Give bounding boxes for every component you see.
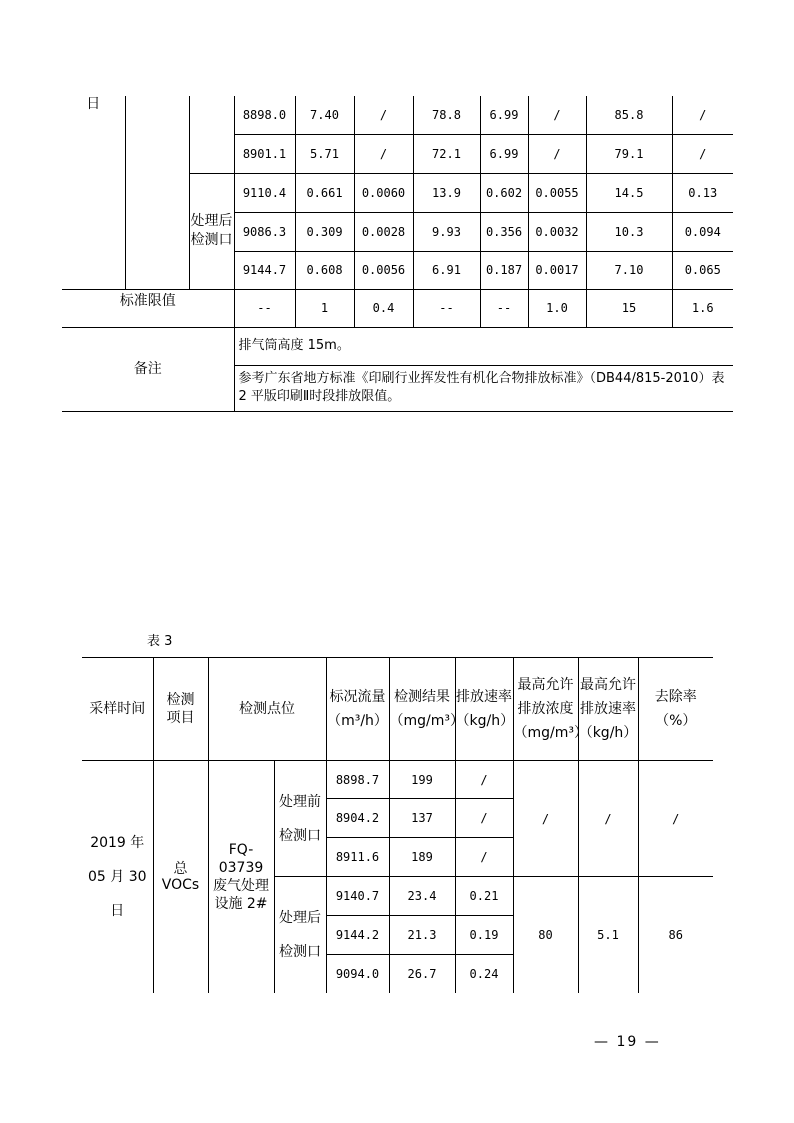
table-cell: / [354,96,413,134]
remark-standard-reference: 参考广东省地方标准《印刷行业挥发性有机化合物排放标准》（DB44/815-2010）表 2 平版印刷Ⅱ时段排放限值。 [234,365,733,411]
table-cell: 79.1 [586,134,672,173]
table-cell: 9140.7 [326,877,389,916]
after-max-rate: 5.1 [578,877,638,993]
table-cell: 1.0 [528,289,586,327]
table-cell: 13.9 [413,173,480,212]
table-cell: 1.6 [672,289,733,327]
table-cell: 0.065 [672,251,733,289]
table-cell: 10.3 [586,212,672,251]
table-cell: 5.71 [295,134,354,173]
table-cell: 72.1 [413,134,480,173]
after-max-conc: 80 [513,877,578,993]
table-cell: 0.24 [455,955,513,993]
table-cell: 0.094 [672,212,733,251]
date-cell: 日 [62,96,125,289]
table-cell: 0.602 [480,173,528,212]
header-removal: 去除率 （%） [638,658,713,761]
table-cell: -- [480,289,528,327]
table-cell: 0.309 [295,212,354,251]
remarks-label: 备注 [62,327,234,411]
after-point-label: 处理后 检测口 [189,173,234,289]
table-cell: 0.187 [480,251,528,289]
after-point-label: 处理后 检测口 [274,877,326,993]
table-cell: / [528,134,586,173]
before-point-cell [189,96,234,173]
table-cell: 0.0055 [528,173,586,212]
before-removal: / [638,761,713,877]
standard-limit-label: 标准限值 [62,289,234,327]
header-point: 检测点位 [208,658,326,761]
table-cell: / [354,134,413,173]
before-max-conc: / [513,761,578,877]
table-cell: / [672,96,733,134]
table-cell: 9144.7 [234,251,295,289]
table-cell: 0.608 [295,251,354,289]
table-cell: 6.91 [413,251,480,289]
table-cell: 8901.1 [234,134,295,173]
table-cell: 14.5 [586,173,672,212]
table-cell: 199 [389,761,455,799]
table-cell: 0.21 [455,877,513,916]
table-cell: 0.0056 [354,251,413,289]
header-rate: 排放速率 （kg/h） [455,658,513,761]
table-cell: -- [234,289,295,327]
header-flow: 标况流量 （m³/h） [326,658,389,761]
table-cell: 0.0017 [528,251,586,289]
table-cell: / [528,96,586,134]
before-max-rate: / [578,761,638,877]
table-cell: 8904.2 [326,799,389,838]
table-cell: 1 [295,289,354,327]
table-cell: 0.661 [295,173,354,212]
table-cell: 8898.0 [234,96,295,134]
before-point-label: 处理前 检测口 [274,761,326,877]
table-cell: 9144.2 [326,916,389,955]
item-cell [125,96,189,289]
header-result: 检测结果 （mg/m³） [389,658,455,761]
table-cell: 0.356 [480,212,528,251]
table-cell: 8898.7 [326,761,389,799]
table-cell: 0.0060 [354,173,413,212]
table-cell: 0.0032 [528,212,586,251]
table-cell: 137 [389,799,455,838]
table-cell: 23.4 [389,877,455,916]
header-max-rate: 最高允许 排放速率 （kg/h） [578,658,638,761]
table-cell: -- [413,289,480,327]
header-item: 检测 项目 [153,658,208,761]
table-cell: / [672,134,733,173]
emission-table-continued [62,96,733,412]
table-cell: 0.13 [672,173,733,212]
table-cell: 189 [389,838,455,877]
table-cell: 7.40 [295,96,354,134]
sampling-date: 2019 年 05 月 30 日 [82,761,153,993]
table-cell: 8911.6 [326,838,389,877]
emission-table-3 [82,657,713,993]
table-cell: 21.3 [389,916,455,955]
table-cell: 6.99 [480,134,528,173]
table-cell: 9086.3 [234,212,295,251]
table-cell: / [455,799,513,838]
table-cell: 9.93 [413,212,480,251]
table-cell: 0.19 [455,916,513,955]
table-cell: 9094.0 [326,955,389,993]
remark-stack-height: 排气筒高度 15m。 [234,327,733,365]
header-sampling-time: 采样时间 [82,658,153,761]
facility-name: FQ-03739 废气处理 设施 2# [208,761,274,993]
table-cell: / [455,761,513,799]
table-3-label: 表 3 [147,634,173,649]
table-cell: 26.7 [389,955,455,993]
table-cell: / [455,838,513,877]
table-cell: 0.4 [354,289,413,327]
item-name: 总 VOCs [153,761,208,993]
table-cell: 15 [586,289,672,327]
table-cell: 6.99 [480,96,528,134]
table-cell: 7.10 [586,251,672,289]
table-cell: 85.8 [586,96,672,134]
after-removal: 86 [638,877,713,993]
page-number: — 19 — [594,1034,661,1050]
table-cell: 9110.4 [234,173,295,212]
table-cell: 78.8 [413,96,480,134]
header-max-conc: 最高允许 排放浓度 （mg/m³） [513,658,578,761]
table-cell: 0.0028 [354,212,413,251]
